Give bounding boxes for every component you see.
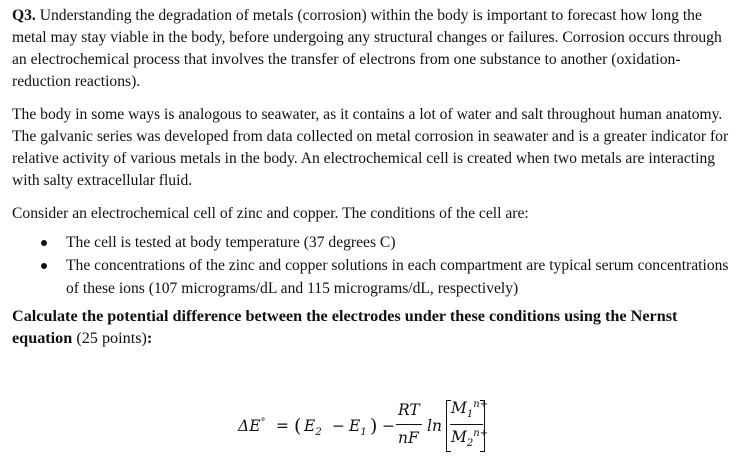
eq-denominator: nF xyxy=(398,429,419,447)
eq-minus-2: − xyxy=(382,417,395,435)
task-points: (25 points) xyxy=(72,329,147,347)
cell-intro-paragraph: Consider an electrochemical cell of zinc and copper. The conditions of the cell are: xyxy=(12,205,529,222)
question-label: Q3. xyxy=(12,7,36,24)
eq-bracket-fraction-bar xyxy=(450,424,483,425)
eq-close-paren: ) xyxy=(370,415,378,437)
condition-text: The concentrations of the zinc and copper solutions in each compartment are typical serum concentrations of these ions (107 micrograms/dL and 115 micrograms/dL, respectively) xyxy=(66,257,729,297)
seawater-paragraph: The body in some ways is analogous to seawater, as it contains a lot of water and salt throughout human anatomy. The galvanic series was developed from data collected on metal corrosion in seawater and is a greater indicator for relative activity of various metals in the body. An electrochemical cell is created when two metals are interacting with salty extracellular fluid. xyxy=(12,106,729,189)
eq-m1: $M_1^{n+}$ xyxy=(451,399,489,420)
task-text: Calculate the potential difference between the electrodes under these conditions using the Nernst equation xyxy=(12,307,678,347)
condition-text: The cell is tested at body temperature (37 degrees C) xyxy=(66,234,396,251)
eq-equals: = xyxy=(276,417,289,435)
eq-m2: $M_2^{n+}$ xyxy=(451,428,489,449)
bullet-icon xyxy=(41,240,47,246)
task-colon: : xyxy=(146,329,153,347)
eq-numerator: RT xyxy=(398,401,420,419)
eq-e2: $E_2$ xyxy=(304,417,322,438)
eq-right-bracket xyxy=(480,400,485,452)
eq-e1: $E_1$ xyxy=(349,417,367,438)
condition-item xyxy=(12,254,734,300)
eq-fraction-bar xyxy=(396,424,422,425)
eq-open-paren: ( xyxy=(294,415,302,437)
eq-ln: ln xyxy=(427,417,442,435)
condition-item xyxy=(12,231,734,254)
eq-minus-1: − xyxy=(332,417,345,435)
intro-text: Understanding the degradation of metals (corrosion) within the body is important to forecast how long the metal may stay viable in the body, before undergoing any structural changes or failures. Corrosion occurs through an electrochemical process that involves the transfer of electrons from one substance to another (oxidation-reduction reactions). xyxy=(12,7,722,90)
eq-lhs: ΔE° xyxy=(238,417,266,435)
bullet-icon xyxy=(41,263,47,269)
task-instruction xyxy=(12,305,734,349)
question-document xyxy=(12,5,734,349)
conditions-list xyxy=(12,231,734,300)
intro-paragraph xyxy=(12,5,734,93)
